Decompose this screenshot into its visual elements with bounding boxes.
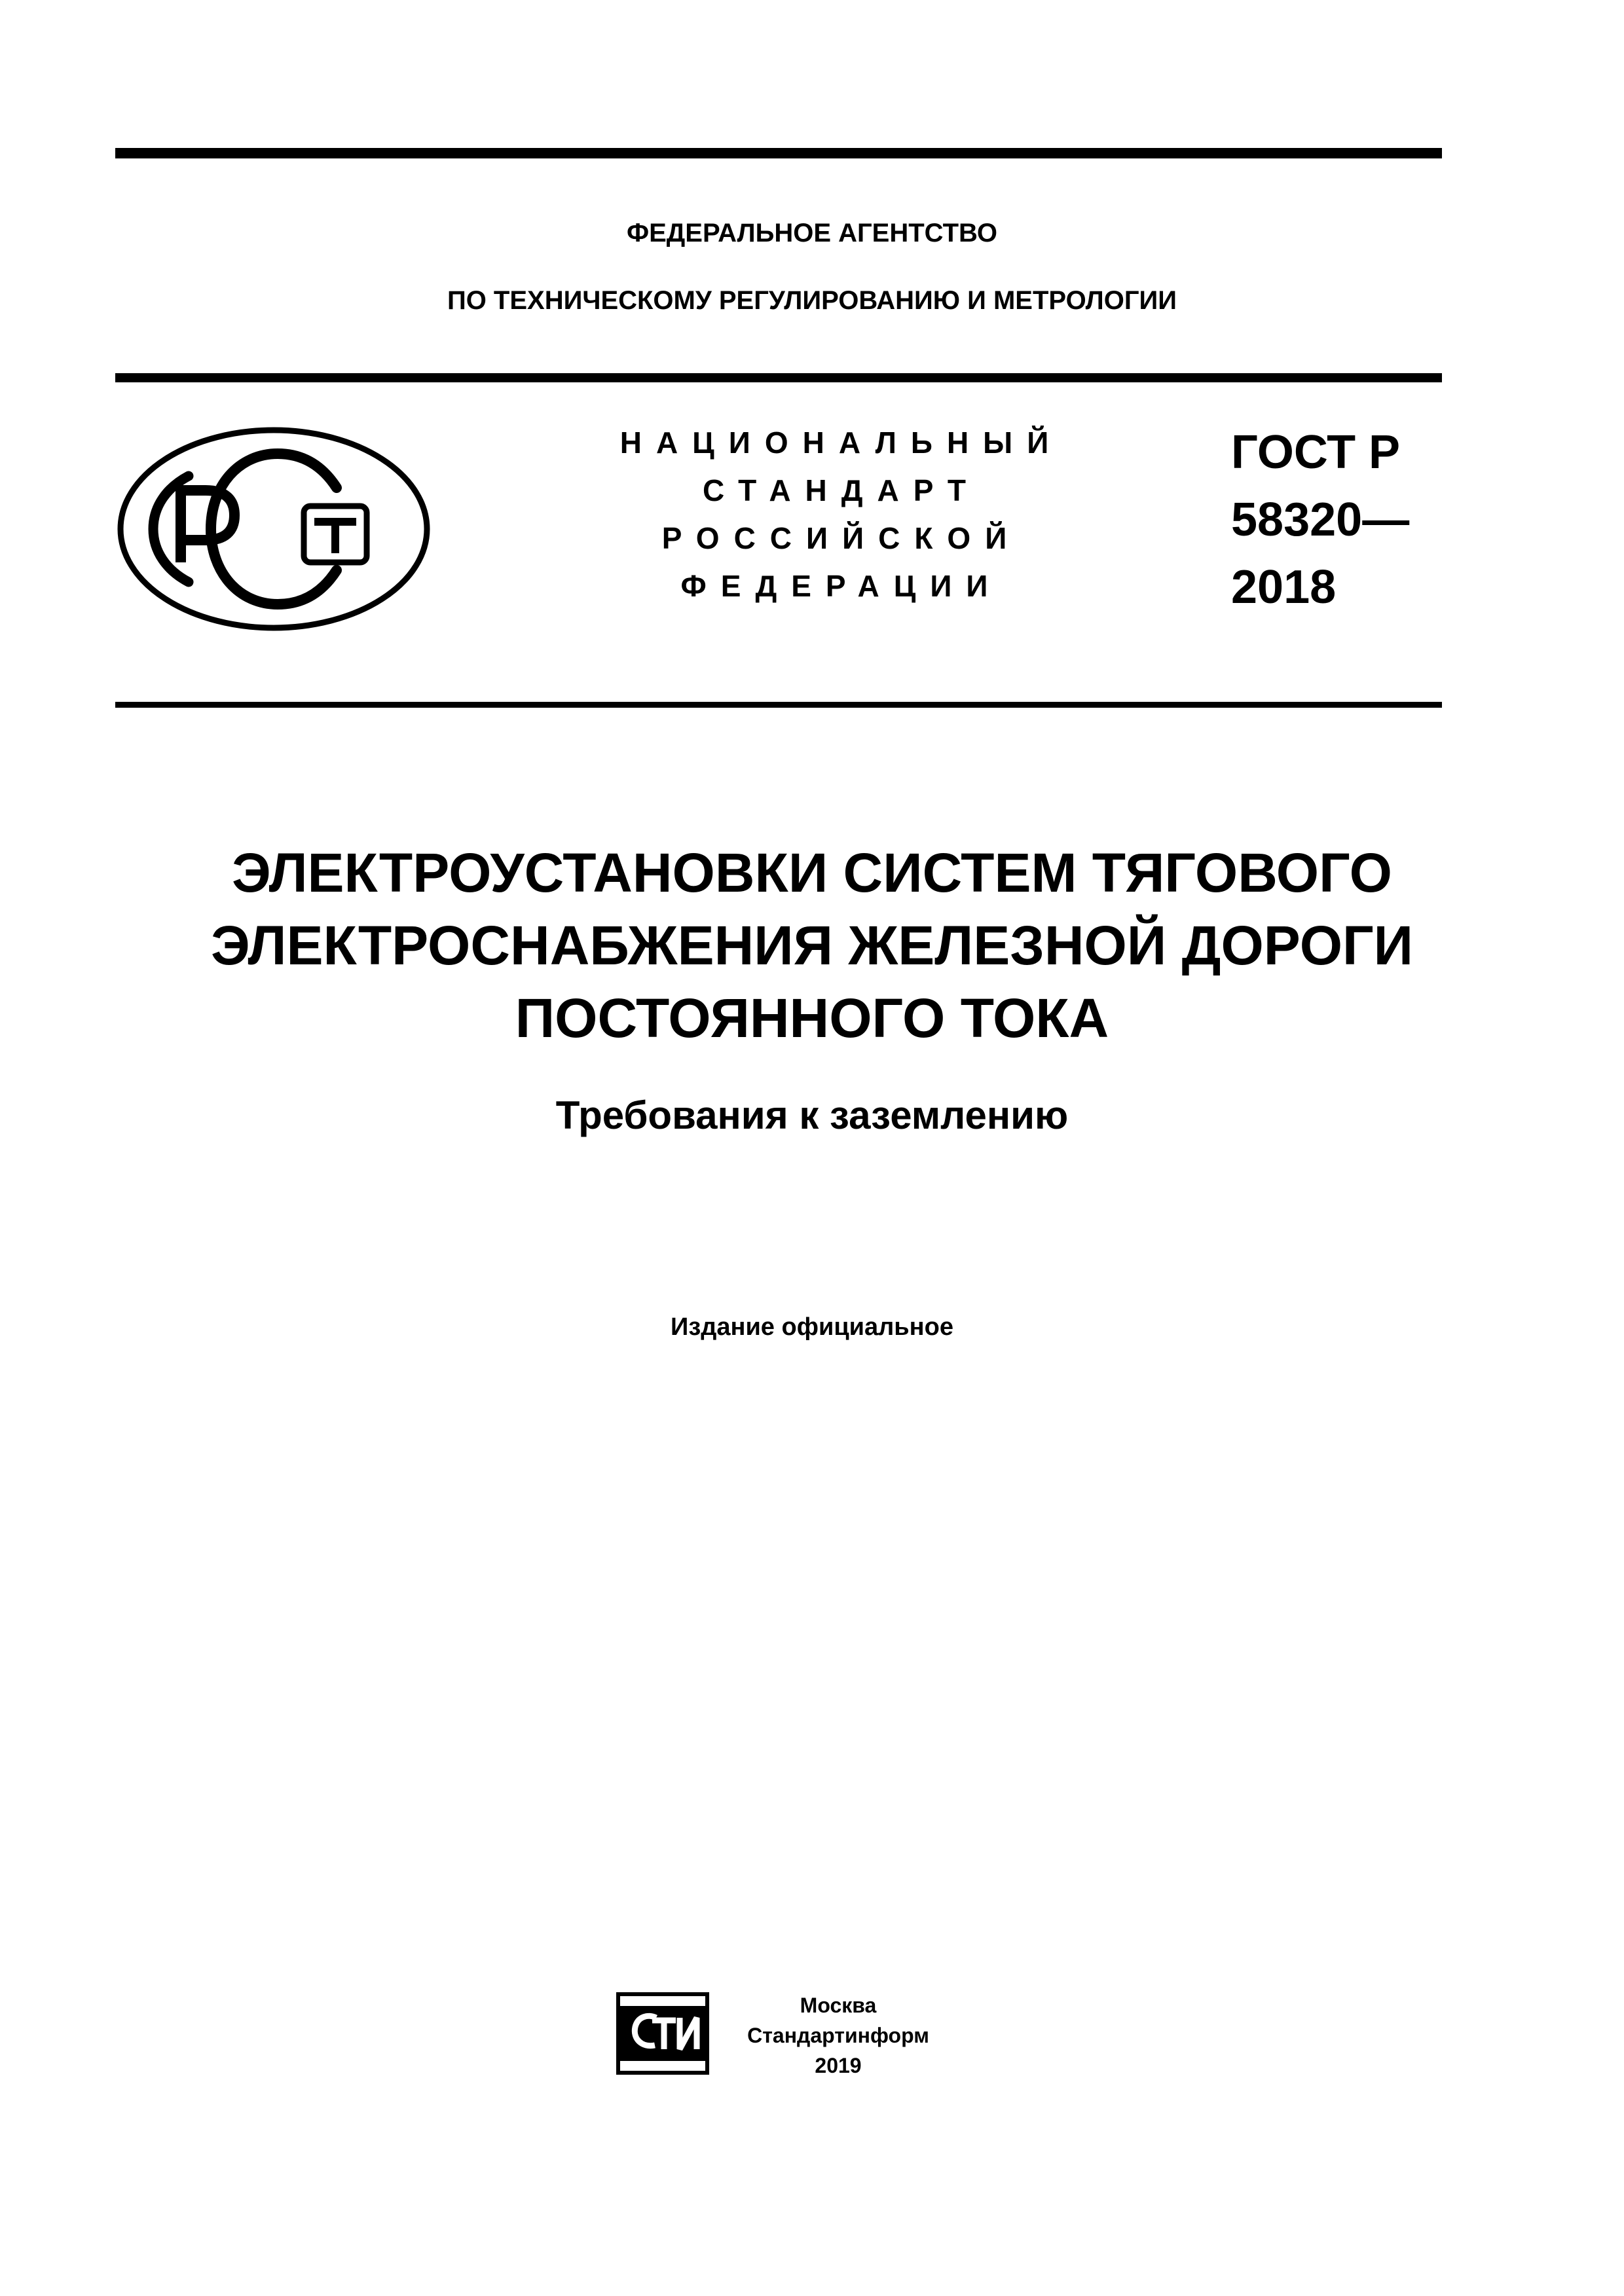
- standard-type-line1: НАЦИОНАЛЬНЫЙ: [619, 426, 1063, 460]
- agency-name-line2: ПО ТЕХНИЧЕСКОМУ РЕГУЛИРОВАНИЮ И МЕТРОЛОГИИ: [447, 286, 1177, 315]
- publication-year: 2019: [815, 2054, 862, 2077]
- standartinform-logo: [616, 1992, 710, 2075]
- standard-type-line4: ФЕДЕРАЦИИ: [680, 569, 1003, 603]
- publisher-city: Москва: [800, 1994, 877, 2017]
- header-rule: [115, 373, 1442, 382]
- title-line2: ЭЛЕКТРОСНАБЖЕНИЯ ЖЕЛЕЗНОЙ ДОРОГИ: [210, 915, 1414, 976]
- title-line3: ПОСТОЯННОГО ТОКА: [515, 987, 1109, 1049]
- rst-certification-mark-logo: [115, 425, 432, 633]
- edition-note: Издание официальное: [671, 1313, 953, 1341]
- standard-type-heading: [560, 419, 1123, 610]
- designation-line3: 2018: [1231, 561, 1337, 613]
- header-bottom-rule: [115, 702, 1442, 708]
- agency-name-line1: ФЕДЕРАЛЬНОЕ АГЕНТСТВО: [626, 219, 998, 247]
- designation-line2: 58320—: [1231, 494, 1410, 546]
- top-rule: [115, 148, 1442, 158]
- standard-type-line2: СТАНДАРТ: [703, 473, 980, 507]
- document-title: [0, 837, 1624, 1055]
- standard-type-line3: РОССИЙСКОЙ: [661, 521, 1022, 555]
- title-line1: ЭЛЕКТРОУСТАНОВКИ СИСТЕМ ТЯГОВОГО: [232, 842, 1392, 903]
- standard-designation: [1231, 419, 1409, 621]
- publisher-name: Стандартинформ: [747, 2024, 929, 2047]
- designation-line1: ГОСТ Р: [1231, 426, 1401, 479]
- publisher-imprint: [720, 1990, 956, 2081]
- document-subtitle: Требования к заземлению: [555, 1093, 1069, 1137]
